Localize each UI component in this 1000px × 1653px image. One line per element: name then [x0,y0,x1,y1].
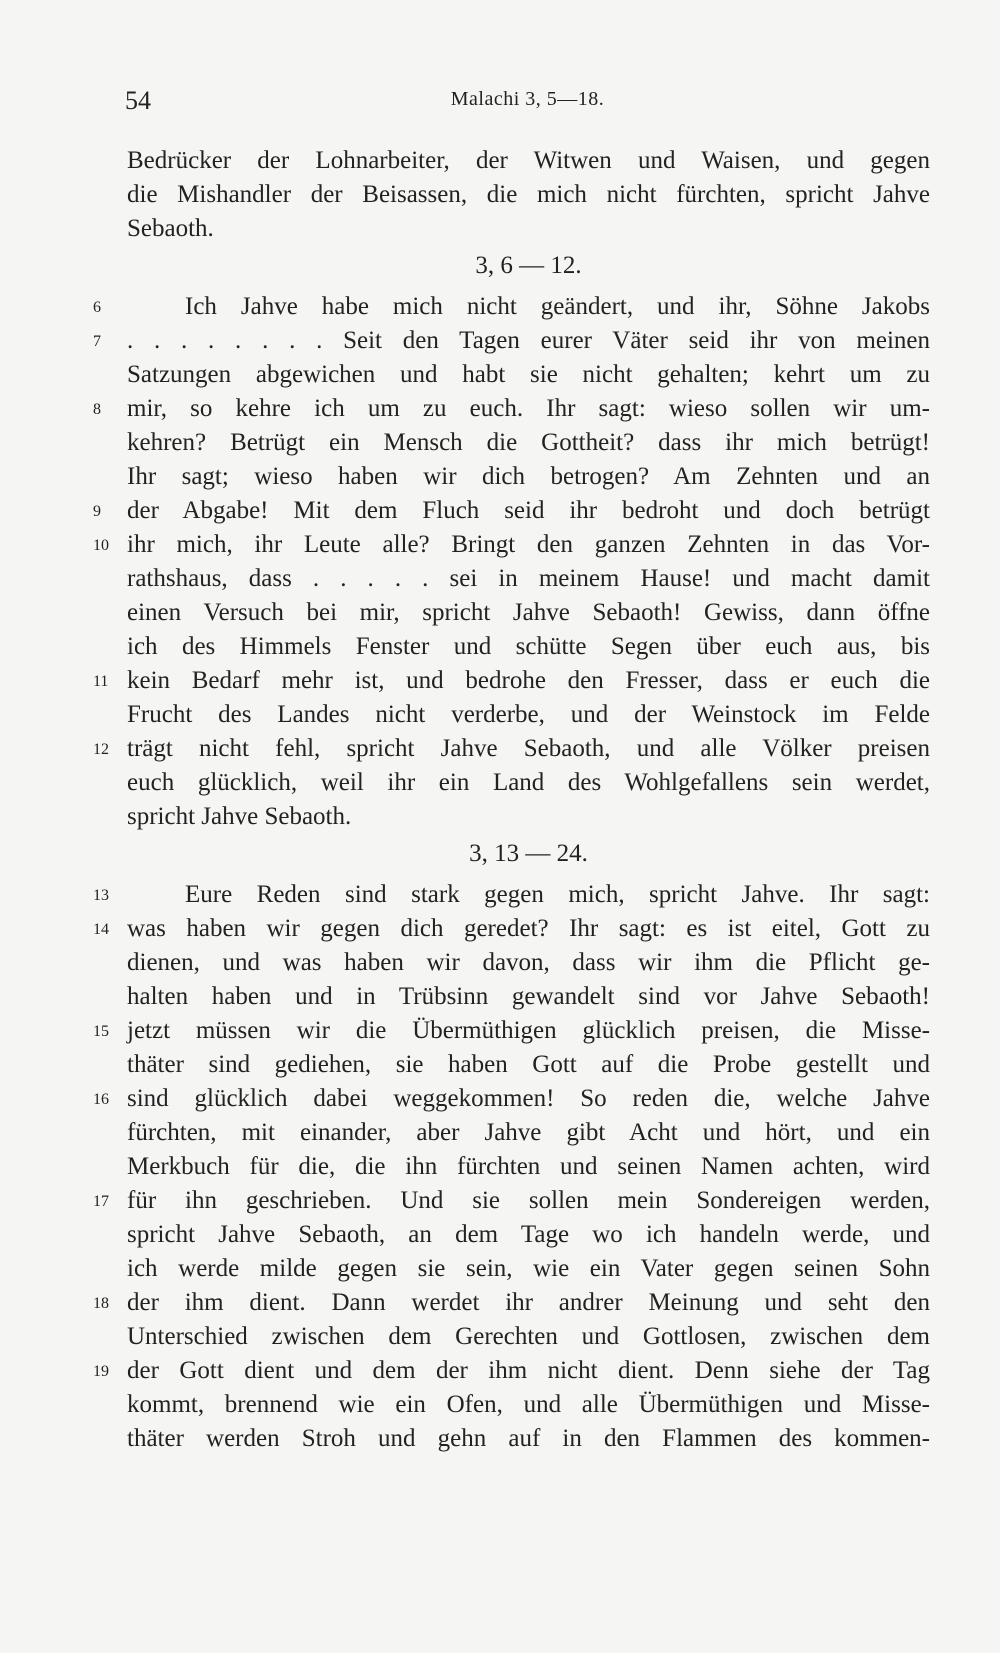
line-text: Bedrücker der Lohnarbeiter, der Witwen und Waisen, und gegen [127,147,930,174]
text-line [127,144,930,178]
line-text: der Gott dient und dem der ihm nicht dient. Denn siehe der Tag [127,1357,930,1384]
text-line [93,732,930,766]
text-line [93,1286,930,1320]
line-text: 3, 13 — 24. [469,840,588,867]
line-text: 3, 6 — 12. [475,252,582,279]
line-text: kein Bedarf mehr ist, und bedrohe den Fresser, dass er euch die [127,667,930,694]
line-text: Frucht des Landes nicht verderbe, und der Weinstock im Felde [127,701,930,728]
text-line [93,664,930,698]
line-text: für ihn geschrieben. Und sie sollen mein Sondereigen werden, [127,1187,930,1214]
text-line [127,1218,930,1252]
line-text: was haben wir gegen dich geredet? Ihr sagt: es ist eitel, Gott zu [127,915,930,942]
line-text: spricht Jahve Sebaoth. [127,803,352,830]
line-text: ich werde milde gegen sie sein, wie ein Vater gegen seinen Sohn [127,1255,930,1282]
verse-number: 16 [93,1091,109,1108]
text-line [127,1388,930,1422]
line-text: die Mishandler der Beisassen, die mich nicht fürchten, spricht Jahve [127,181,930,208]
verse-number: 15 [93,1023,109,1040]
text-line [127,1150,930,1184]
line-text: der Abgabe! Mit dem Fluch seid ihr bedroht und doch betrügt [127,497,930,524]
line-text: der ihm dient. Dann werdet ihr andrer Meinung und seht den [127,1289,930,1316]
text-line [127,562,930,596]
line-text: thäter werden Stroh und gehn auf in den Flammen des kommen- [127,1425,930,1452]
verse-number: 12 [93,741,109,758]
text-line [93,878,930,912]
line-text: Ihr sagt; wieso haben wir dich betrogen? Am Zehnten und an [127,463,930,490]
text-line [127,630,930,664]
verse-number: 9 [93,503,101,520]
line-text: einen Versuch bei mir, spricht Jahve Sebaoth! Gewiss, dann öffne [127,599,930,626]
page-header [125,86,930,122]
line-text: dienen, und was haben wir davon, dass wir ihm die Pflicht ge- [127,949,930,976]
line-text: Sebaoth. [127,215,214,242]
text-line [127,212,930,246]
text-line [93,324,930,358]
section-heading [127,834,930,878]
text-line [93,1184,930,1218]
line-text: trägt nicht fehl, spricht Jahve Sebaoth, und alle Völker preisen [127,735,930,762]
verse-number: 17 [93,1193,109,1210]
page-number: 54 [125,86,151,115]
text-line [127,358,930,392]
text-line [127,980,930,1014]
text-line [127,800,930,834]
verse-number: 6 [93,299,101,316]
line-text: Eure Reden sind stark gegen mich, spricht Jahve. Ihr sagt: [185,881,930,908]
text-line [93,912,930,946]
line-text: halten haben und in Trübsinn gewandelt sind vor Jahve Sebaoth! [127,983,930,1010]
line-text: jetzt müssen wir die Übermüthigen glücklich preisen, die Misse- [127,1017,930,1044]
line-text: fürchten, mit einander, aber Jahve gibt Acht und hört, und ein [127,1119,930,1146]
line-text: sind glücklich dabei weggekommen! So reden die, welche Jahve [127,1085,930,1112]
text-line [93,1014,930,1048]
line-text: kommt, brennend wie ein Ofen, und alle Übermüthigen und Misse- [127,1391,930,1418]
text-line [93,392,930,426]
text-line [127,1116,930,1150]
body-text [93,144,930,1456]
verse-number: 18 [93,1295,109,1312]
text-line [127,1252,930,1286]
verse-number: 8 [93,401,101,418]
line-text: ihr mich, ihr Leute alle? Bringt den ganzen Zehnten in das Vor- [127,531,930,558]
verse-number: 19 [93,1363,109,1380]
text-line [93,494,930,528]
text-line [127,426,930,460]
text-line [93,1082,930,1116]
line-text: . . . . . . . . Seit den Tagen eurer Väter seid ihr von meinen [127,327,930,354]
text-line [127,460,930,494]
verse-number: 13 [93,887,109,904]
line-text: kehren? Betrügt ein Mensch die Gottheit? dass ihr mich betrügt! [127,429,930,456]
text-line [127,1422,930,1456]
verse-number: 7 [93,333,101,350]
text-line [93,528,930,562]
text-line [127,596,930,630]
text-line [127,766,930,800]
text-line [127,946,930,980]
text-line [127,178,930,212]
line-text: Satzungen abgewichen und habt sie nicht gehalten; kehrt um zu [127,361,930,388]
line-text: Unterschied zwischen dem Gerechten und Gottlosen, zwischen dem [127,1323,930,1350]
line-text: Merkbuch für die, die ihn fürchten und seinen Namen achten, wird [127,1153,930,1180]
text-line [93,290,930,324]
verse-number: 11 [93,673,109,690]
section-heading [127,246,930,290]
verse-number: 14 [93,921,109,938]
text-line [127,1320,930,1354]
line-text: rathshaus, dass . . . . . sei in meinem Hause! und macht damit [127,565,930,592]
running-title: Malachi 3, 5—18. [450,88,605,110]
line-text: spricht Jahve Sebaoth, an dem Tage wo ich handeln werde, und [127,1221,930,1248]
line-text: mir, so kehre ich um zu euch. Ihr sagt: wieso sollen wir um- [127,395,930,422]
line-text: thäter sind gediehen, sie haben Gott auf die Probe gestellt und [127,1051,930,1078]
line-text: Ich Jahve habe mich nicht geändert, und ihr, Söhne Jakobs [185,293,930,320]
line-text: euch glücklich, weil ihr ein Land des Wohlgefallens sein werdet, [127,769,930,796]
text-line [93,1354,930,1388]
line-text: ich des Himmels Fenster und schütte Segen über euch aus, bis [127,633,930,660]
text-line [127,1048,930,1082]
text-line [127,698,930,732]
verse-number: 10 [93,537,109,554]
